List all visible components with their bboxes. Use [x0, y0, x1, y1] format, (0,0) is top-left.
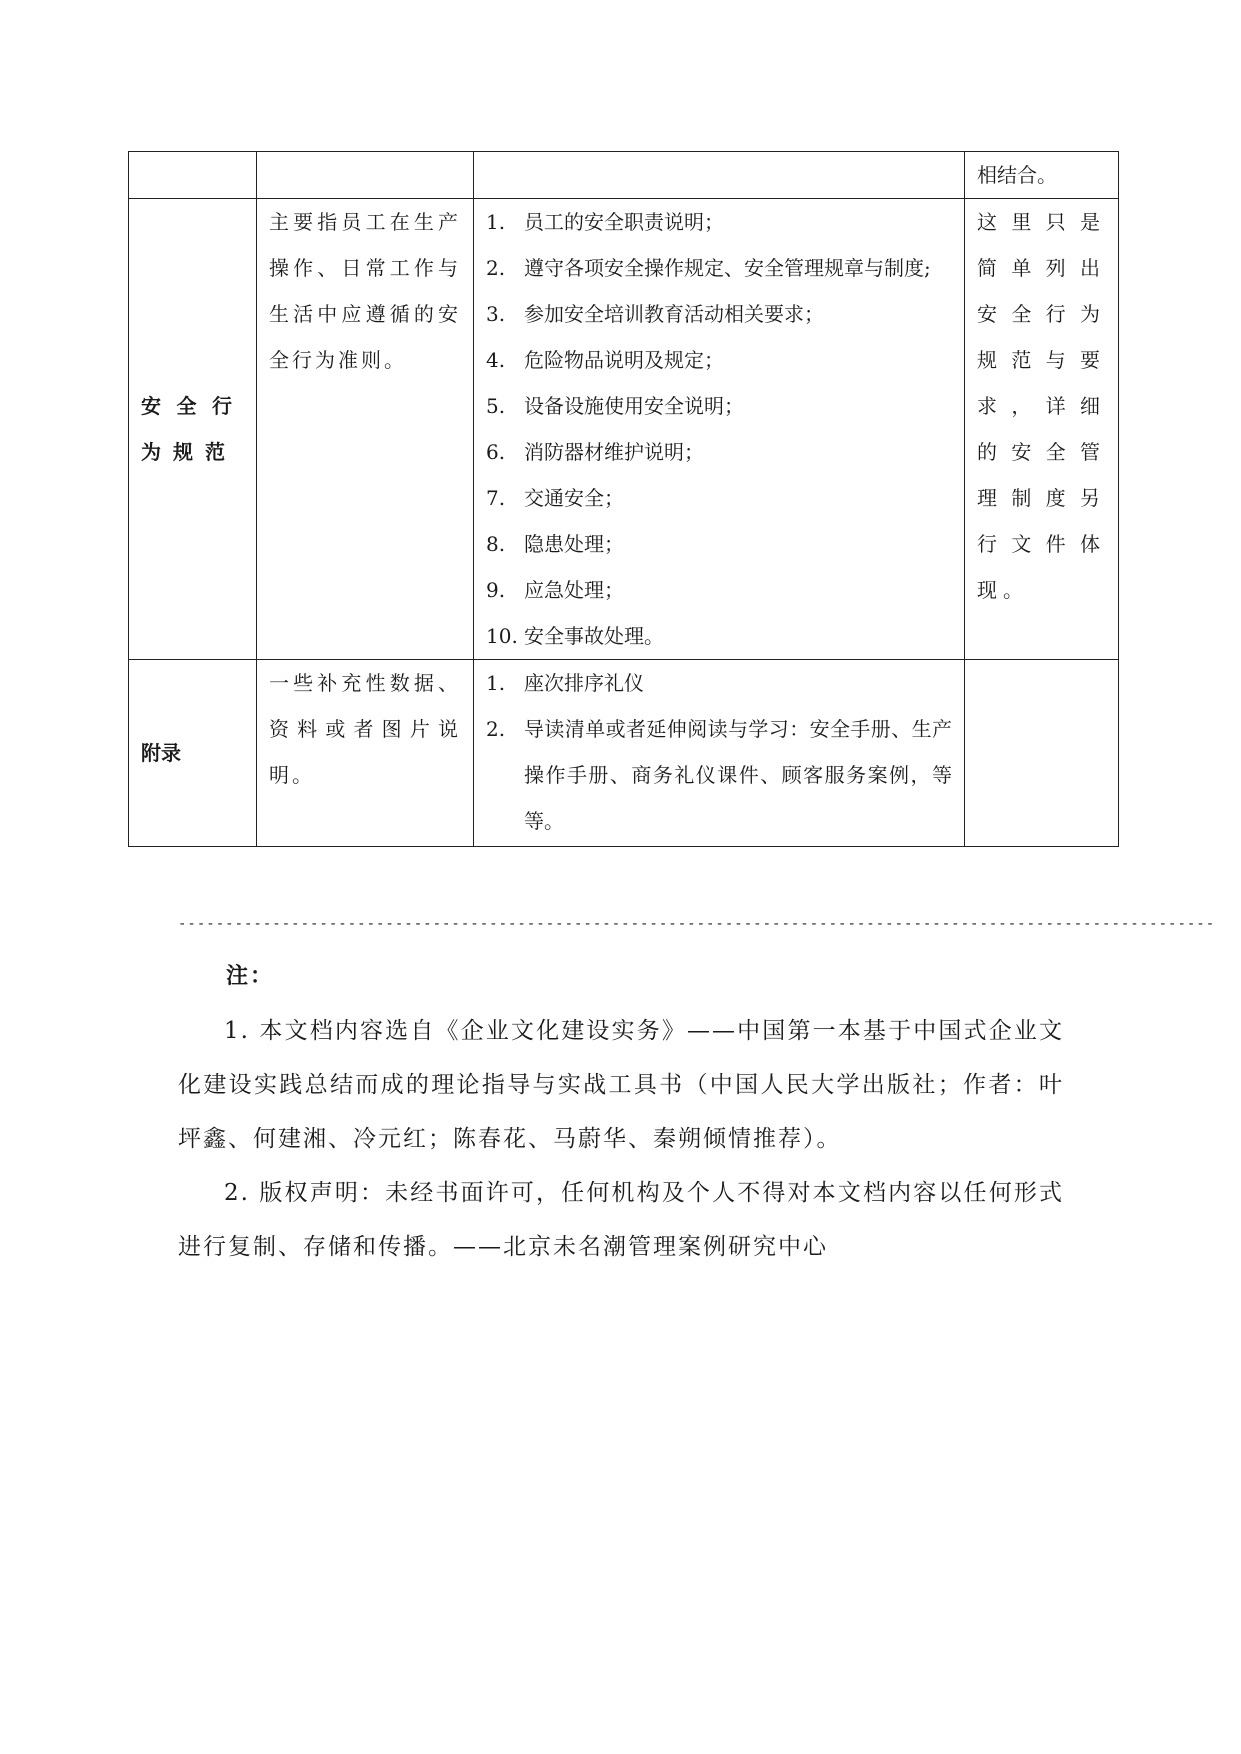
- safety-item: [486, 613, 952, 659]
- cell-label-safety: [129, 199, 257, 660]
- appendix-item-text: 座次排序礼仪: [524, 671, 644, 695]
- appendix-item-number: 2.: [486, 717, 506, 741]
- safety-item-text: 遵守各项安全操作规定、安全管理规章与制度;: [524, 256, 931, 280]
- section-description-safety: 主要指员工在生产操作、日常工作与生活中应遵循的安全行为准则。: [269, 210, 461, 372]
- cell-remark: [965, 152, 1119, 199]
- section-label-safety: 安全行为规范: [141, 394, 244, 464]
- safety-item-number: 7.: [486, 486, 506, 510]
- safety-item-text: 安全事故处理。: [524, 624, 664, 648]
- section-label-appendix: 附录: [141, 741, 181, 765]
- safety-item-number: 6.: [486, 440, 506, 464]
- safety-item: [486, 199, 952, 245]
- table-row-safety: [129, 199, 1119, 660]
- section-description-appendix: 一些补充性数据、资料或者图片说明。: [269, 671, 461, 787]
- safety-item: [486, 429, 952, 475]
- safety-items-list: [486, 199, 952, 659]
- safety-item: [486, 245, 952, 291]
- dashed-divider: --------------------------------------------------------------------------------------------------------------: [178, 916, 1216, 932]
- notes-section: [178, 950, 1064, 1274]
- safety-item: [486, 567, 952, 613]
- cell-content-appendix: [474, 660, 965, 847]
- cell-description-safety: [257, 199, 474, 660]
- cell-description-empty: [257, 152, 474, 199]
- appendix-items-list: [486, 660, 952, 844]
- notes-heading: 注：: [226, 964, 275, 989]
- safety-item-number: 1.: [486, 210, 506, 234]
- safety-item-number: 4.: [486, 348, 506, 372]
- safety-item-text: 危险物品说明及规定；: [524, 348, 724, 372]
- safety-item: [486, 475, 952, 521]
- note-paragraph-source: 1. 本文档内容选自《企业文化建设实务》——中国第一本基于中国式企业文化建设实践总结而成的理论指导与实战工具书（中国人民大学出版社；作者：叶坪鑫、何建湘、冷元红；陈春花、马蔚华、秦朔倾情推荐）。: [178, 1018, 1064, 1152]
- safety-item-text: 设备设施使用安全说明；: [524, 394, 744, 418]
- safety-item-number: 3.: [486, 302, 506, 326]
- culture-manual-table: [128, 151, 1119, 847]
- safety-item-text: 员工的安全职责说明；: [524, 210, 724, 234]
- cell-remark-appendix: [965, 660, 1119, 847]
- appendix-item-text: 导读清单或者延伸阅读与学习：安全手册、生产操作手册、商务礼仪课件、顾客服务案例，等等。: [524, 717, 952, 833]
- safety-item: [486, 521, 952, 567]
- cell-content-empty: [474, 152, 965, 199]
- cell-label-appendix: [129, 660, 257, 847]
- cell-remark-safety: [965, 199, 1119, 660]
- table-row-continued: [129, 152, 1119, 199]
- safety-item-text: 消防器材维护说明；: [524, 440, 704, 464]
- note-paragraph-copyright: 2. 版权声明：未经书面许可，任何机构及个人不得对本文档内容以任何形式进行复制、存储和传播。——北京未名潮管理案例研究中心: [178, 1180, 1064, 1260]
- table-row-appendix: [129, 660, 1119, 847]
- safety-item-number: 2.: [486, 256, 506, 280]
- safety-item: [486, 337, 952, 383]
- safety-item: [486, 383, 952, 429]
- cell-description-appendix: [257, 660, 474, 847]
- remark-text-safety: 这里只是简单列出安全行为规范与要求，详细的安全管理制度另行文件体现。: [977, 210, 1106, 602]
- appendix-item: [486, 660, 952, 706]
- safety-item-text: 隐患处理；: [524, 532, 624, 556]
- safety-item-number: 9.: [486, 578, 506, 602]
- cell-content-safety: [474, 199, 965, 660]
- appendix-item: [486, 706, 952, 844]
- safety-item-number: 5.: [486, 394, 506, 418]
- cell-label-empty: [129, 152, 257, 199]
- safety-item-text: 应急处理；: [524, 578, 624, 602]
- appendix-item-number: 1.: [486, 671, 506, 695]
- safety-item-number: 8.: [486, 532, 506, 556]
- safety-item-text: 交通安全；: [524, 486, 624, 510]
- safety-item: [486, 291, 952, 337]
- safety-item-number: 10.: [486, 624, 518, 648]
- safety-item-text: 参加安全培训教育活动相关要求；: [524, 302, 824, 326]
- remark-text: 相结合。: [977, 163, 1057, 187]
